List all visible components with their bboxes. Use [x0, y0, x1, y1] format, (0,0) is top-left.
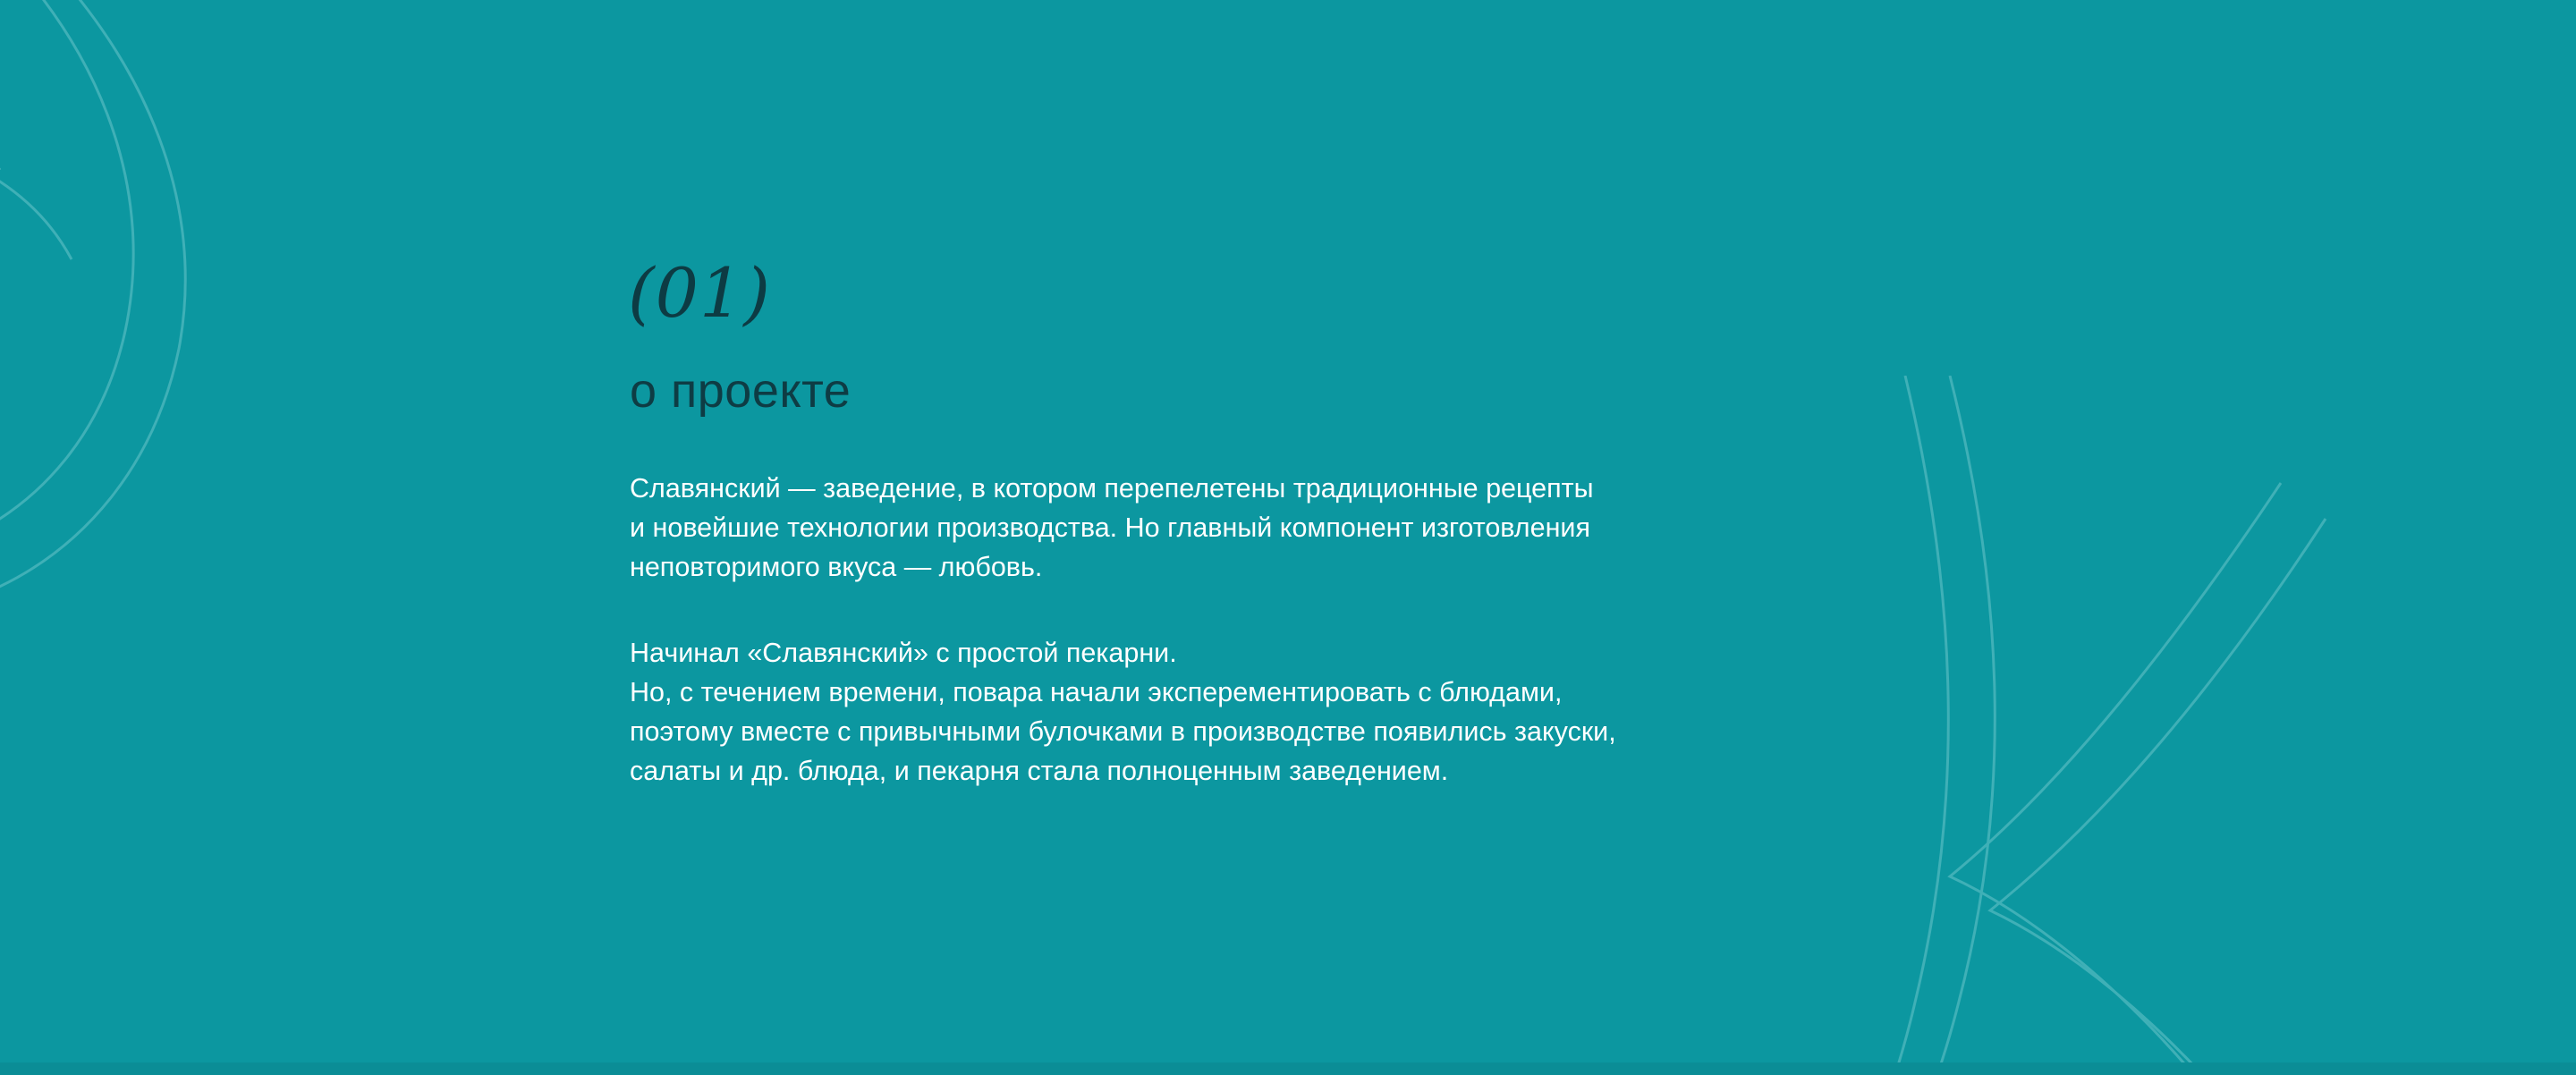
body-line: и новейшие технологии производства. Но главный компонент изготовления — [630, 512, 1590, 544]
slide-content — [626, 253, 2147, 791]
body-line: неповторимого вкуса — любовь. — [630, 552, 1043, 583]
outline-letter-decoration-left-icon — [0, 0, 572, 778]
section-number: (01) — [628, 253, 772, 333]
body-paragraph — [630, 634, 2025, 791]
body-line: Начинал «Славянский» с простой пекарни. — [630, 638, 1177, 669]
body-line: поэтому вместе с привычными булочками в производстве появились закуски, — [630, 715, 1616, 747]
body-line: Славянский — заведение, в котором перепелетены традиционные рецепты — [630, 473, 1594, 504]
page-title: о проекте — [630, 364, 852, 418]
body-line: Но, с течением времени, повара начали эксперементировать с блюдами, — [630, 677, 1563, 708]
bottom-edge-strip — [0, 1062, 2576, 1075]
body-paragraph — [630, 470, 2025, 588]
body-line: салаты и др. блюда, и пекарня стала полноценным заведением. — [630, 755, 1449, 786]
